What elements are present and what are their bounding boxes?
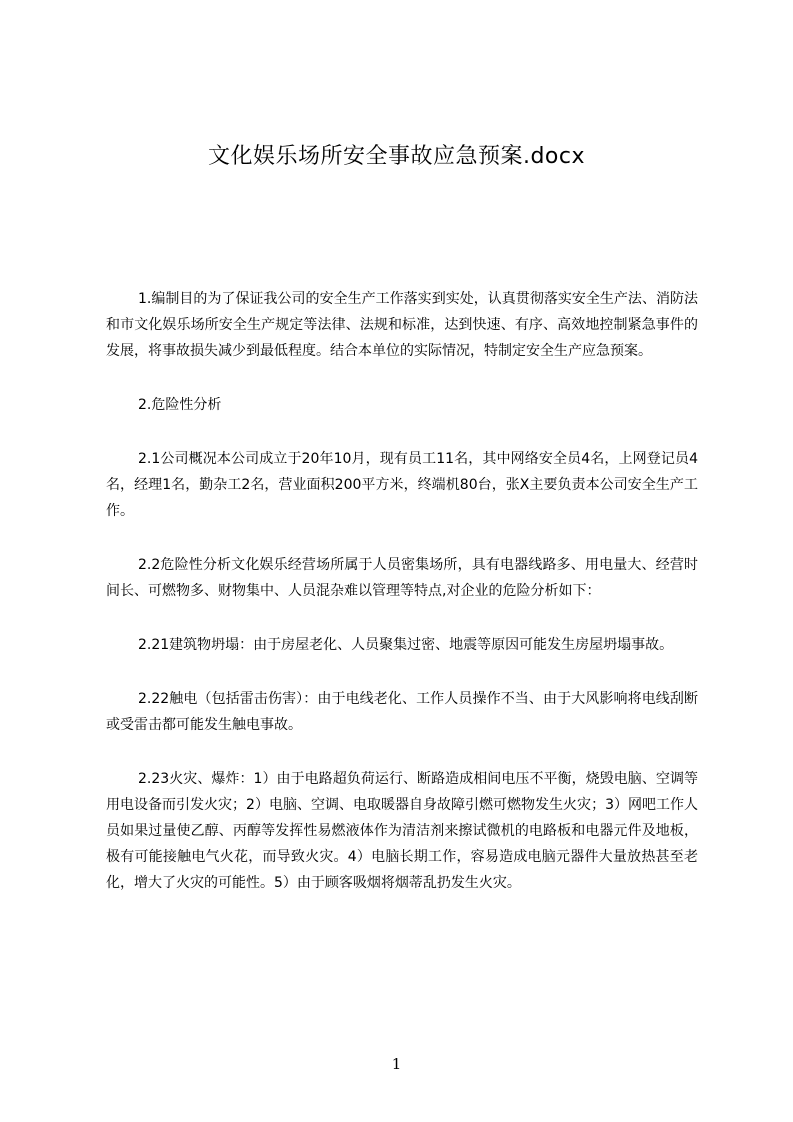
paragraph-risk-analysis: 2.2危险性分析文化娱乐经营场所属于人员密集场所，具有电器线路多、用电量大、经营时间长、可燃物多、财物集中、人员混杂难以管理等特点,对企业的危险分析如下：: [106, 557, 698, 599]
paragraph-building-collapse: 2.21建筑物坍塌：由于房屋老化、人员聚集过密、地震等原因可能发生房屋坍塌事故。: [138, 637, 674, 653]
paragraph-purpose: 1.编制目的为了保证我公司的安全生产工作落实到实处，认真贯彻落实安全生产法、消防法和市文化娱乐场所安全生产规定等法律、法规和标准，达到快速、有序、高效地控制紧急事件的发展，将事故损失减少到最低程度。结合本单位的实际情况，特制定安全生产应急预案。: [106, 291, 698, 359]
paragraph-electric-shock: 2.22触电（包括雷击伤害）：由于电线老化、工作人员操作不当、由于大风影响将电线刮断或受雷击都可能发生触电事故。: [106, 691, 698, 733]
page-number: 1: [391, 1055, 402, 1073]
document-title: 文化娱乐场所安全事故应急预案.docx: [207, 144, 586, 169]
paragraph-company-overview: 2.1公司概况本公司成立于20年10月，现有员工11名，其中网络安全员4名，上网登记员4名，经理1名，勤杂工2名，营业面积200平方米，终端机80台，张X主要负责本公司安全生产工作。: [106, 451, 698, 519]
paragraph-fire-explosion: 2.23火灾、爆炸：1）由于电路超负荷运行、断路造成相间电压不平衡，烧毁电脑、空调等用电设备而引发火灾；2）电脑、空调、电取暖器自身故障引燃可燃物发生火灾；3）网吧工作人员如果过量使乙醇、丙醇等发挥性易燃液体作为清洁剂来擦试微机的电路板和电器元件及地板，极有可能接触电气火花，而导致火灾。4）电脑长期工作，容易造成电脑元器件大量放热甚至老化，增大了火灾的可能性。5）由于顾客吸烟将烟蒂乱扔发生火灾。: [106, 771, 698, 891]
paragraph-risk-analysis-heading: 2.危险性分析: [138, 397, 222, 413]
document-body: [106, 286, 698, 924]
